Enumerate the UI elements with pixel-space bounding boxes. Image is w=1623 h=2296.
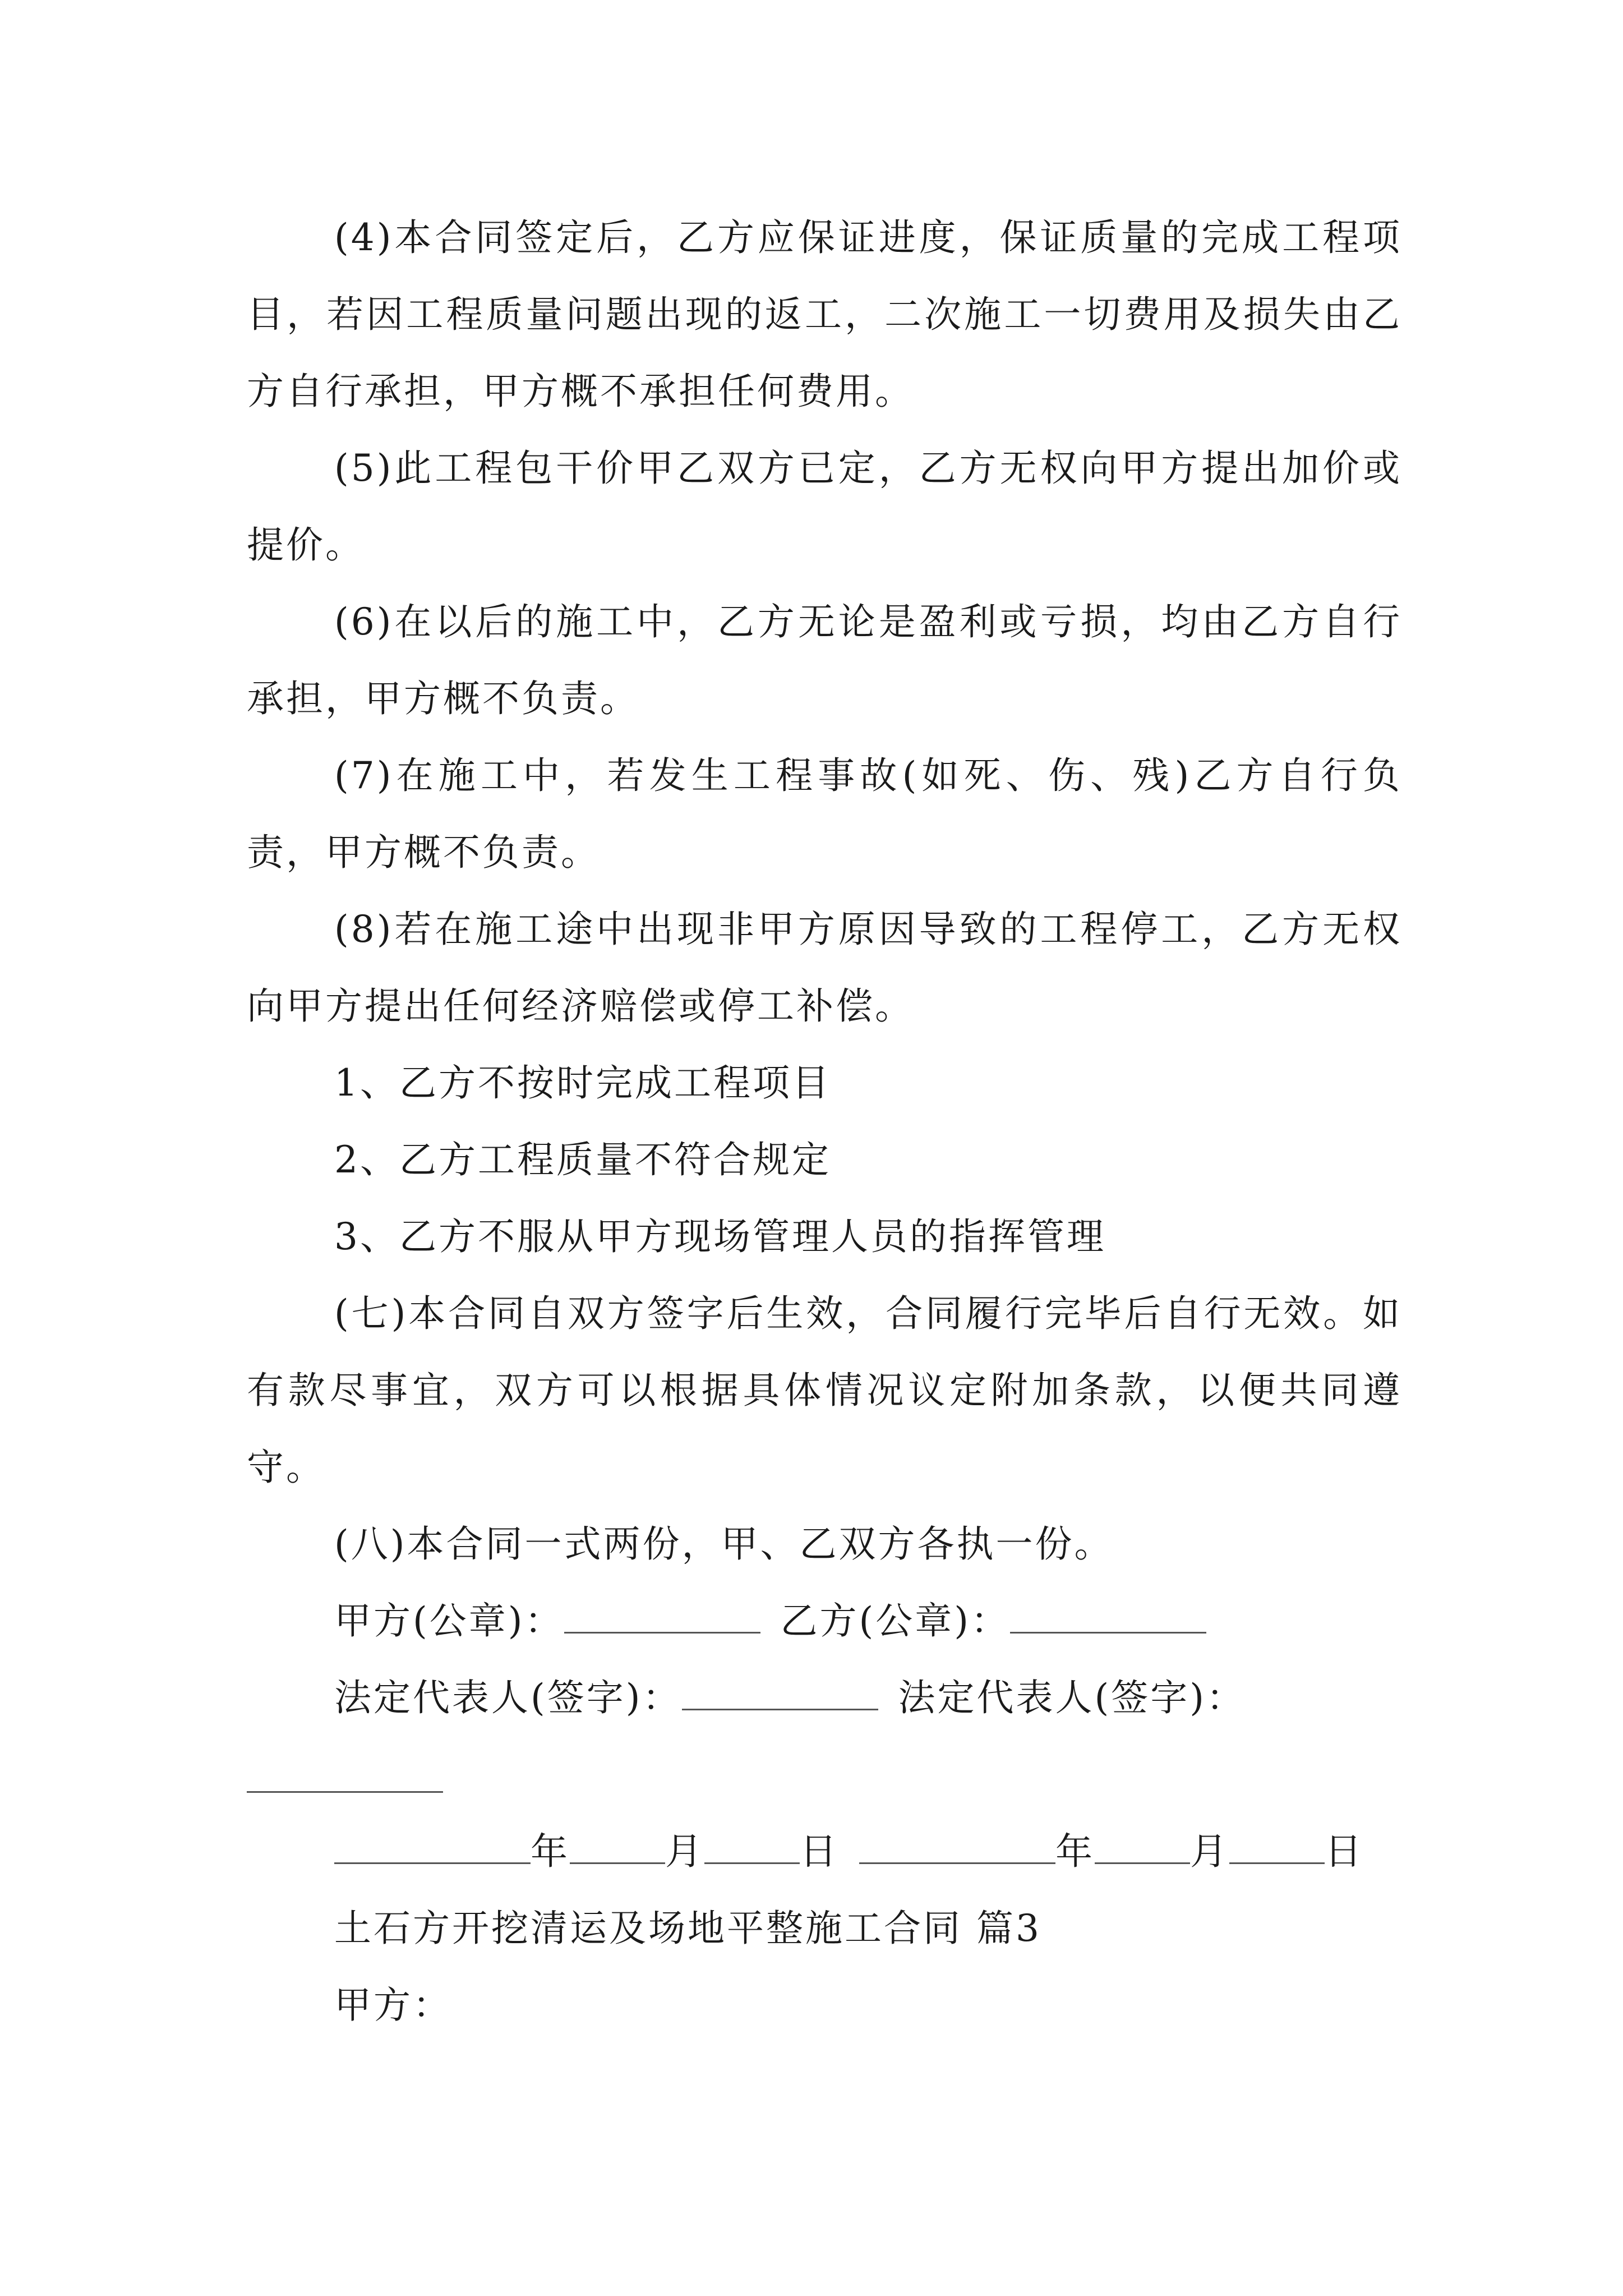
date-line xyxy=(247,1813,1402,1890)
clause-5: (5)此工程包干价甲乙双方已定，乙方无权向甲方提出加价或提价。 xyxy=(247,447,1402,567)
clause-eight: (八)本合同一式两份，甲、乙双方各执一份。 xyxy=(334,1522,1114,1566)
list-item-2: 2、乙方工程质量不符合规定 xyxy=(334,1138,831,1181)
month-b-label: 月 xyxy=(1190,1830,1229,1873)
month-a-label: 月 xyxy=(665,1830,704,1873)
rep-b-blank xyxy=(247,1759,443,1793)
day-a-blank xyxy=(704,1830,800,1864)
list-item-1: 1、乙方不按时完成工程项目 xyxy=(334,1061,831,1105)
rep-a-blank xyxy=(682,1676,878,1710)
clause-6: (6)在以后的施工中，乙方无论是盈利或亏损，均由乙方自行承担，甲方概不负责。 xyxy=(247,600,1402,720)
day-b-blank xyxy=(1229,1830,1325,1864)
year-b-blank xyxy=(859,1830,1055,1864)
day-a-label: 日 xyxy=(800,1830,839,1873)
clause-8: (8)若在施工途中出现非甲方原因导致的工程停工，乙方无权向甲方提出任何经济赔偿或停工补偿。 xyxy=(247,908,1402,1028)
clause-7: (7)在施工中，若发生工程事故(如死、伤、残)乙方自行负责，甲方概不负责。 xyxy=(247,754,1402,874)
section-title: 土石方开挖清运及场地平整施工合同 篇3 xyxy=(334,1907,1041,1950)
month-a-blank xyxy=(570,1830,665,1864)
list-item-3: 3、乙方不服从甲方现场管理人员的指挥管理 xyxy=(334,1215,1106,1258)
party-b-seal-label: 乙方(公章)： xyxy=(780,1599,1010,1642)
year-a-label: 年 xyxy=(531,1830,570,1873)
day-b-label: 日 xyxy=(1325,1830,1364,1873)
rep-a-label: 法定代表人(签字)： xyxy=(334,1676,682,1719)
rep-b-blank-line xyxy=(247,1736,1402,1813)
contract-body xyxy=(247,199,1402,2044)
party-a-seal-blank xyxy=(564,1599,760,1634)
party-a-seal-label: 甲方(公章)： xyxy=(334,1599,564,1642)
party-b-seal-blank xyxy=(1010,1599,1206,1634)
rep-b-label: 法定代表人(签字)： xyxy=(898,1676,1246,1719)
year-b-label: 年 xyxy=(1055,1830,1095,1873)
clause-seven: (七)本合同自双方签字后生效，合同履行完毕后自行无效。如有款尽事宜，双方可以根据具体情况议定附加条款，以便共同遵守。 xyxy=(247,1292,1402,1489)
party-a-label: 甲方： xyxy=(334,1984,452,2027)
month-b-blank xyxy=(1095,1830,1190,1864)
representative-line xyxy=(247,1659,1402,1736)
year-a-blank xyxy=(334,1830,531,1864)
seal-line xyxy=(247,1582,1402,1659)
clause-4: (4)本合同签定后，乙方应保证进度，保证质量的完成工程项目，若因工程质量问题出现的返工，二次施工一切费用及损失由乙方自行承担，甲方概不承担任何费用。 xyxy=(247,216,1402,413)
